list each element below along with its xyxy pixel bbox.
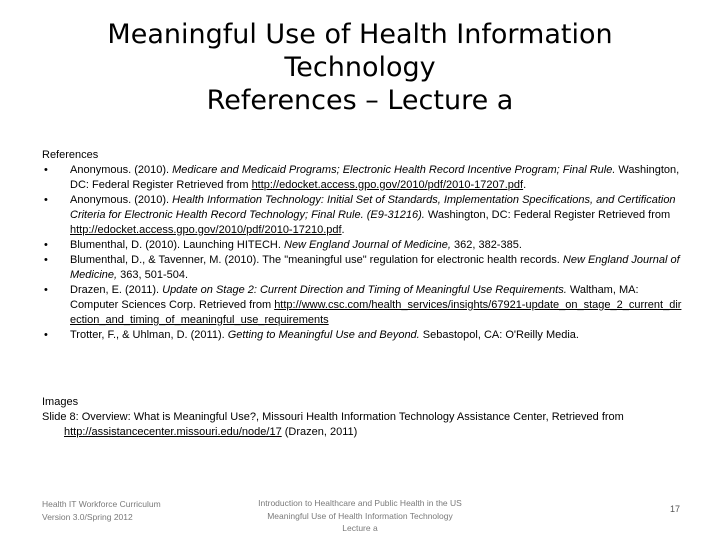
- reference-text: 363, 501-504.: [117, 269, 189, 281]
- reference-item: [42, 163, 682, 193]
- reference-link[interactable]: http://www.csc.com/health_services/insights/67921-update_on_stage_2_current_direction_and_timing_of_meaningful_use_requirements: [70, 299, 682, 326]
- bullet-icon: •: [44, 254, 48, 266]
- footer-version: Version 3.0/Spring 2012: [42, 512, 133, 522]
- footer-course-title: Introduction to Healthcare and Public Health in the US: [258, 498, 462, 508]
- reference-title: Update on Stage 2: Current Direction and Timing of Meaningful Use Requirements.: [162, 284, 567, 296]
- reference-item: [42, 238, 682, 253]
- image-credit-link[interactable]: http://assistancecenter.missouri.edu/node/17: [64, 426, 282, 438]
- images-section: [42, 395, 682, 440]
- image-credit-text: Slide 8: Overview: What is Meaningful Use?, Missouri Health Information Technology Assistance Center, Retrieved from: [42, 411, 624, 423]
- reference-title: New England Journal of Medicine,: [70, 254, 680, 281]
- bullet-icon: •: [44, 194, 48, 206]
- reference-text: Blumenthal, D. (2010). Launching HITECH.: [70, 239, 284, 251]
- footer-curriculum: [42, 498, 161, 524]
- references-section: [42, 148, 682, 343]
- reference-text: Drazen, E. (2011).: [70, 284, 163, 296]
- references-list: [42, 163, 682, 343]
- image-credit-text: (Drazen, 2011): [281, 426, 358, 438]
- slide-title: [60, 18, 660, 117]
- footer-lecture: Lecture a: [342, 523, 378, 533]
- reference-title: Getting to Meaningful Use and Beyond.: [227, 329, 420, 341]
- title-line-1: Meaningful Use of Health Information: [107, 19, 613, 50]
- title-line-2: Technology: [284, 52, 436, 83]
- reference-text: Trotter, F., & Uhlman, D. (2011).: [70, 329, 228, 341]
- reference-item: [42, 283, 682, 328]
- reference-text: .: [523, 179, 527, 191]
- footer-course: [230, 497, 490, 535]
- bullet-icon: •: [44, 239, 48, 251]
- references-heading: References: [42, 149, 99, 161]
- reference-text: Sebastopol, CA: O'Reilly Media.: [419, 329, 579, 341]
- title-line-3: References – Lecture a: [206, 85, 514, 116]
- reference-text: 362, 382-385.: [450, 239, 522, 251]
- reference-title: Health Information Technology: Initial Set of Standards, Implementation Specifications, and Certification Criteria for Electronic Health Record Technology; Final Rule. (E9-31216).: [70, 194, 676, 221]
- reference-text: Blumenthal, D., & Tavenner, M. (2010). The "meaningful use" regulation for electronic health records.: [70, 254, 563, 266]
- reference-title: New England Journal of Medicine,: [284, 239, 451, 251]
- bullet-icon: •: [44, 164, 48, 176]
- reference-title: Medicare and Medicaid Programs; Electronic Health Record Incentive Program; Final Rule.: [172, 164, 616, 176]
- images-heading: Images: [42, 396, 79, 408]
- reference-text: Washington, DC: Federal Register Retrieved from: [70, 164, 680, 191]
- bullet-icon: •: [44, 329, 48, 341]
- reference-text: Washington, DC: Federal Register Retrieved from: [424, 209, 671, 221]
- bullet-icon: •: [44, 284, 48, 296]
- reference-text: Anonymous. (2010).: [70, 194, 173, 206]
- reference-text: Waltham, MA: Computer Sciences Corp. Retrieved from: [70, 284, 639, 311]
- footer-curriculum-title: Health IT Workforce Curriculum: [42, 499, 161, 509]
- reference-link[interactable]: http://edocket.access.gpo.gov/2010/pdf/2010-17207.pdf: [251, 179, 524, 191]
- reference-item: [42, 193, 682, 238]
- image-credit: [42, 410, 682, 440]
- reference-item: [42, 328, 682, 343]
- page-number: 17: [669, 504, 680, 514]
- reference-text: .: [341, 224, 345, 236]
- reference-item: [42, 253, 682, 283]
- reference-link[interactable]: http://edocket.access.gpo.gov/2010/pdf/2010-17210.pdf: [70, 224, 342, 236]
- footer-component-title: Meaningful Use of Health Information Technology: [267, 510, 453, 521]
- reference-text: Anonymous. (2010).: [70, 164, 173, 176]
